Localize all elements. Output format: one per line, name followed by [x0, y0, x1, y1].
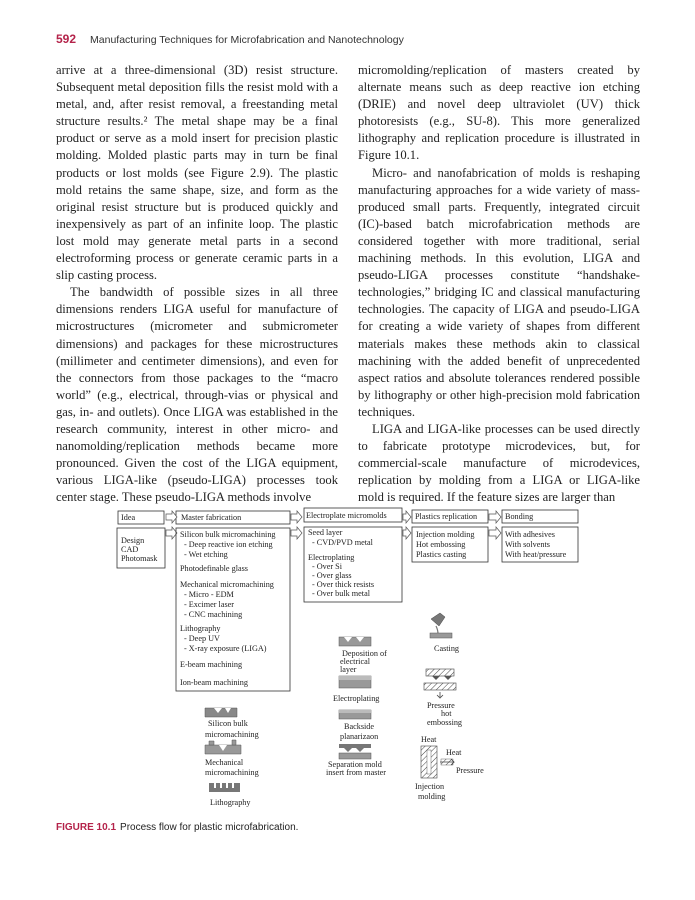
header-electroplate: Electroplate micromolds [306, 511, 387, 520]
header-idea: Idea [121, 513, 136, 522]
injection-sketch [421, 746, 454, 778]
pressure-hot-label: embossing [427, 718, 463, 727]
electroplate-item: - Over glass [312, 571, 352, 580]
master-item: - Micro - EDM [184, 590, 234, 599]
pressure-hot-label: hot [441, 709, 452, 718]
deposition-sketch [339, 637, 371, 646]
left-column [56, 62, 338, 506]
deposition-label: electrical [340, 657, 370, 666]
backside-sketch [339, 710, 371, 719]
header-arrows [166, 511, 501, 539]
electroplating-label: Electroplating [333, 694, 380, 703]
electroplate-items [308, 528, 374, 598]
electroplate-item: Seed layer [308, 528, 343, 537]
bonding-item: With solvents [505, 540, 550, 549]
deposition-label: layer [340, 665, 357, 674]
master-item: - Excimer laser [184, 600, 235, 609]
replication-item: Plastics casting [416, 550, 467, 559]
bonding-item: With adhesives [505, 530, 555, 539]
master-item: - Wet etching [184, 550, 228, 559]
mechanical-sketch [205, 740, 241, 754]
backside-label: planarizaon [340, 732, 379, 741]
mechanical-label: micromachining [205, 768, 259, 777]
running-title: Manufacturing Techniques for Microfabrication and Nanotechnology [90, 34, 404, 46]
electroplate-item: - Over bulk metal [312, 589, 370, 598]
header-master: Master fabrication [181, 513, 242, 522]
separation-label: insert from master [326, 768, 387, 777]
silicon-bulk-label: micromachining [205, 730, 259, 739]
bonding-items [505, 530, 567, 559]
figure-caption-label: FIGURE 10.1 [56, 822, 117, 833]
mechanical-label: Mechanical [205, 758, 244, 767]
heat-label-2: Heat [446, 748, 462, 757]
deposition-label: Deposition of [342, 649, 387, 658]
master-item: E-beam machining [180, 660, 243, 669]
silicon-bulk-sketch [205, 708, 237, 717]
content-boxes [117, 527, 578, 691]
bonding-item: With heat/pressure [505, 550, 567, 559]
electroplating-sketch [339, 676, 371, 688]
header-replication: Plastics replication [415, 512, 478, 521]
master-item: Photodefinable glass [180, 564, 248, 573]
electroplate-item: Electroplating [308, 553, 355, 562]
replication-item: Injection molding [416, 530, 475, 539]
master-item: - Deep UV [184, 634, 220, 643]
idea-items [121, 536, 158, 563]
casting-sketch [430, 613, 452, 638]
figure-caption-text: Process flow for plastic microfabrication. [120, 822, 299, 833]
embossing-sketch [424, 669, 456, 698]
pressure-hot-label: Pressure [427, 701, 455, 710]
electroplate-item: - CVD/PVD metal [312, 538, 373, 547]
header-row [118, 508, 578, 524]
casting-label: Casting [434, 644, 460, 653]
right-paragraph-2: Micro- and nanofabrication of molds is reshaping manufacturing approaches for a wide variety of mass-produced small parts. Frequently, integrated circuit (IC)-based batch microfabrication methods are considered together with more traditional, serial machining methods. In this evolution, LIGA and pseudo-LIGA processes constitute “handshake-technologies,” bridging IC and classical manufacturing technologies. The capacity of LIGA and pseudo-LIGA for creating a wide variety of shapes from different materials makes these methods akin to classical machining with the added benefit of unprecedented aspect ratios and absolute tolerances rendered possible by lithography or other high-precision mold fabrication techniques. [358, 165, 640, 419]
left-paragraph-2: The bandwidth of possible sizes in all three dimensions renders LIGA useful for manufacture of microstructures (micrometer and submicrometer dimensions) and packages for these microstructures (millimeter and centimeter dimensions), and even for the connectors from those packages to the “macro world” (e.g., electrical, through-vias or physical and gas, in- and outlets). Once LIGA was established in the research community, interest in other micro- and nanomolding/replication methods became more pronounced. Given the cost of the LIGA equipment, various LIGA-like (pseudo-LIGA) processes took center stage. These pseudo-LIGA methods involve [56, 285, 338, 505]
header-bonding: Bonding [505, 512, 534, 521]
running-header [56, 32, 404, 46]
lithography-label: Lithography [210, 798, 251, 807]
separation-sketch [339, 744, 371, 759]
heat-label: Heat [421, 735, 437, 744]
replication-items [416, 530, 474, 559]
figure-caption [56, 822, 298, 833]
idea-item: Design [121, 536, 145, 545]
page-number: 592 [56, 32, 77, 46]
injection-label: Injection [415, 782, 445, 791]
backside-label: Backside [344, 722, 375, 731]
master-items [180, 530, 276, 687]
master-item: Silicon bulk micromachining [180, 530, 276, 539]
injection-label: molding [418, 792, 446, 801]
idea-item: Photomask [121, 554, 158, 563]
master-item: Lithography [180, 624, 221, 633]
silicon-bulk-label: Silicon bulk [208, 719, 248, 728]
idea-item: CAD [121, 545, 139, 554]
master-item: Ion-beam machining [180, 678, 248, 687]
left-paragraph-1: arrive at a three-dimensional (3D) resist structure. Subsequent metal deposition fills the resist mold with a metal, and, after resist removal, a freestanding metal structure results.² The metal shape may be a final product or serve as a mold insert for precision plastic molding. Molded plastic parts may in turn be final products or lost molds (see Figure 2.9). The plastic mold retains the same shape, size, and form as the original resist structure but is produced quickly and inexpensively as part of an infinite loop. The plastic lost mold may generate metal parts in a second electroforming process or generate ceramic parts in a slip casting process. [56, 63, 338, 283]
right-column [358, 62, 640, 506]
separation-label: Separation mold [328, 760, 382, 769]
master-item: Mechanical micromachining [180, 580, 274, 589]
master-item: - Deep reactive ion etching [184, 540, 273, 549]
master-item: - CNC machining [184, 610, 243, 619]
master-item: - X-ray exposure (LIGA) [184, 644, 267, 653]
pressure-label: Pressure [456, 766, 484, 775]
right-paragraph-3: LIGA and LIGA-like processes can be used directly to fabricate prototype microdevices, but, for commercial-scale manufacture of microdevices, replication by molding from a LIGA or LIGA-like mold is required. If the feature sizes are larger than [358, 421, 640, 505]
electroplate-item: - Over thick resists [312, 580, 375, 589]
lithography-sketch [209, 783, 240, 792]
replication-item: Hot embossing [416, 540, 466, 549]
electroplate-item: - Over Si [312, 562, 343, 571]
right-paragraph-1: micromolding/replication of masters created by alternate means such as deep reactive ion etching (DRIE) and novel deep ultraviolet (UV) thick photoresists (e.g., SU-8). This more generalized lithography and replication procedure is illustrated in Figure 10.1. [358, 63, 640, 163]
